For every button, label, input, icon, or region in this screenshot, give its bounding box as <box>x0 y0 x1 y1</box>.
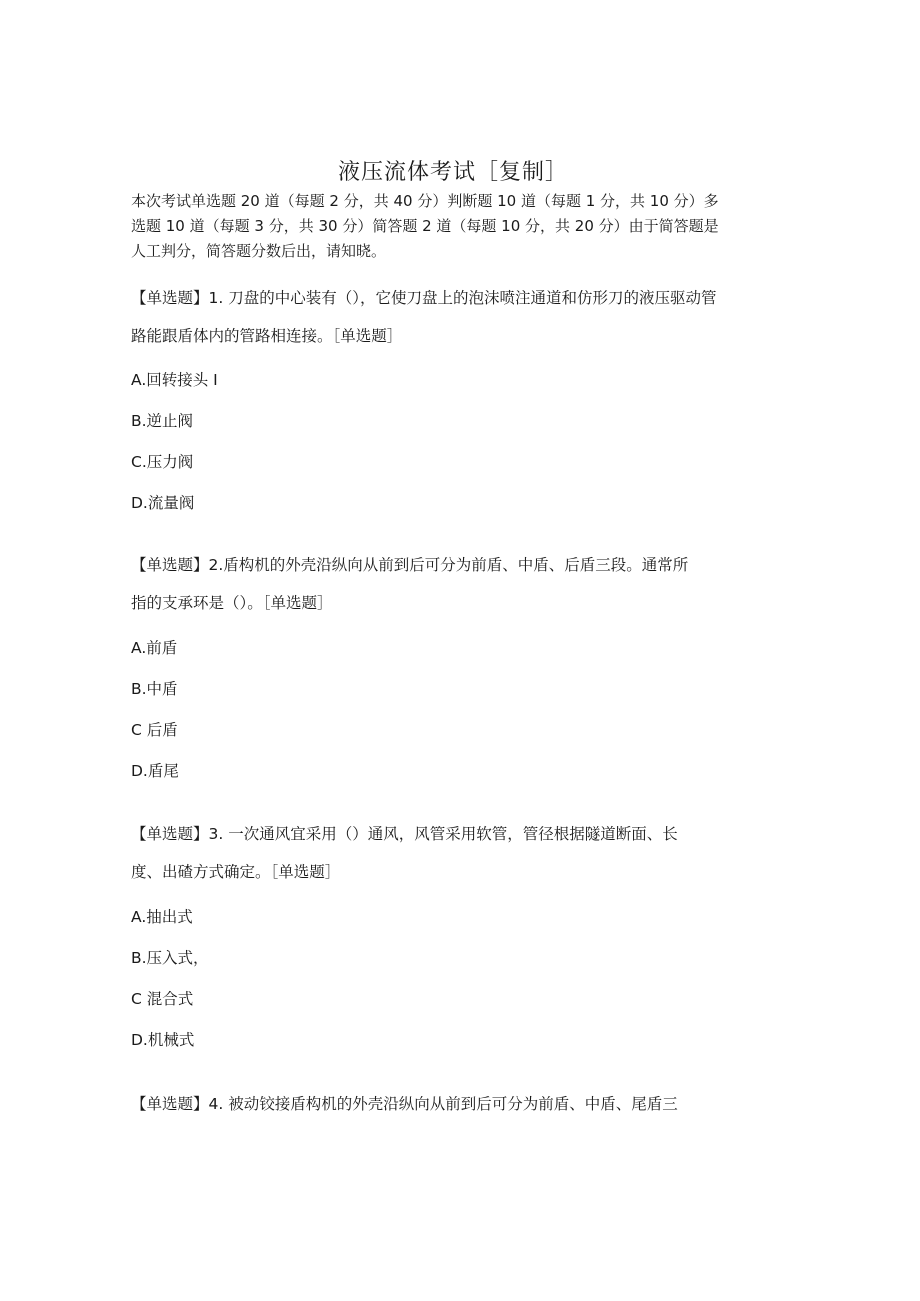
question-4 <box>131 1090 791 1128</box>
option-a[interactable]: A.抽出式 <box>131 908 193 926</box>
question-3-options <box>131 905 209 1069</box>
option-d[interactable]: D.流量阀 <box>131 494 195 512</box>
question-text: 【单选题】2.盾构机的外壳沿纵向从前到后可分为前盾、中盾、后盾三段。通常所 <box>131 556 689 574</box>
exam-intro <box>131 189 781 264</box>
question-2 <box>131 551 791 627</box>
option-c[interactable]: C 混合式 <box>131 990 194 1008</box>
intro-line: 人工判分，简答题分数后出，请知晓。 <box>131 242 387 260</box>
question-1 <box>131 284 791 360</box>
intro-line: 本次考试单选题 20 道（每题 2 分，共 40 分）判断题 10 道（每题 1 分，共 10 分）多 <box>131 192 719 210</box>
question-text: 【单选题】4. 被动铰接盾构机的外壳沿纵向从前到后可分为前盾、中盾、尾盾三 <box>131 1095 678 1113</box>
intro-line: 选题 10 道（每题 3 分，共 30 分）简答题 2 道（每题 10 分，共 20 分）由于简答题是 <box>131 217 719 235</box>
question-text: 指的支承环是（）。［单选题］ <box>131 594 333 612</box>
question-text: 【单选题】1. 刀盘的中心装有（），它使刀盘上的泡沫喷注通道和仿形刀的液压驱动管 <box>131 289 717 307</box>
option-c[interactable]: C.压力阀 <box>131 453 194 471</box>
question-3 <box>131 820 791 896</box>
option-b[interactable]: B.中盾 <box>131 680 178 698</box>
question-text: 路能跟盾体内的管路相连接。［单选题］ <box>131 327 403 345</box>
question-text: 度、出碴方式确定。［单选题］ <box>131 863 341 881</box>
option-b[interactable]: B.压入式， <box>131 949 209 967</box>
option-d[interactable]: D.盾尾 <box>131 762 179 780</box>
option-b[interactable]: B.逆止阀 <box>131 412 194 430</box>
option-d[interactable]: D.机械式 <box>131 1031 195 1049</box>
question-2-options <box>131 636 179 800</box>
option-a[interactable]: A.前盾 <box>131 639 178 657</box>
question-1-options <box>131 368 218 532</box>
option-a[interactable]: A.回转接头 I <box>131 371 218 389</box>
option-c[interactable]: C 后盾 <box>131 721 178 739</box>
document-title: 液压流体考试［复制］ <box>337 160 568 185</box>
question-text: 【单选题】3. 一次通风宜采用（）通风，风管采用软管，管径根据隧道断面、长 <box>131 825 678 843</box>
